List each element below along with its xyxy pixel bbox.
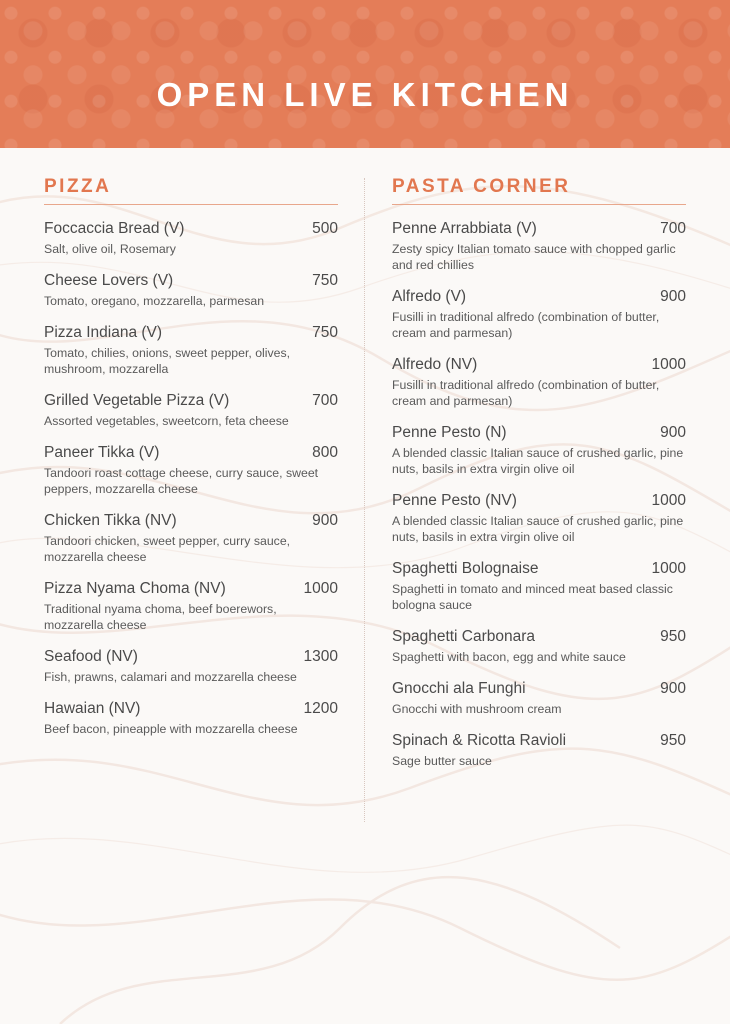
menu-item (392, 492, 686, 545)
item-name: Grilled Vegetable Pizza (V) (44, 392, 230, 409)
menu-item (44, 324, 338, 377)
item-name: Cheese Lovers (V) (44, 272, 174, 289)
menu-item (392, 560, 686, 613)
item-description: Beef bacon, pineapple with mozzarella cheese (44, 722, 298, 736)
menu-item (44, 512, 338, 565)
item-description: Assorted vegetables, sweetcorn, feta cheese (44, 414, 289, 428)
item-price: 750 (312, 324, 338, 341)
item-description: Spaghetti with bacon, egg and white sauce (392, 650, 626, 664)
item-name: Spaghetti Carbonara (392, 628, 536, 645)
item-name: Hawaian (NV) (44, 700, 141, 717)
item-price: 1000 (303, 580, 338, 597)
item-description: Tandoori roast cottage cheese, curry sauce, sweet peppers, mozzarella cheese (44, 466, 319, 496)
item-description: Tomato, chilies, onions, sweet pepper, olives, mushroom, mozzarella (44, 346, 291, 376)
menu-item (44, 444, 338, 497)
pasta-section (392, 176, 686, 784)
menu-item (392, 424, 686, 477)
item-price: 700 (660, 220, 686, 237)
item-price: 1200 (303, 700, 338, 717)
item-price: 950 (660, 732, 686, 749)
pasta-section-title: PASTA CORNER (392, 176, 686, 205)
item-description: Fish, prawns, calamari and mozzarella cheese (44, 670, 297, 684)
item-description: Spaghetti in tomato and minced meat based classic bologna sauce (392, 582, 673, 612)
item-name: Pizza Nyama Choma (NV) (44, 580, 226, 597)
item-price: 750 (312, 272, 338, 289)
menu-header (0, 0, 730, 148)
item-description: Sage butter sauce (392, 754, 492, 768)
item-description: Fusilli in traditional alfredo (combination of butter, cream and parmesan) (392, 310, 660, 340)
menu-item (44, 220, 338, 257)
item-name: Gnocchi ala Funghi (392, 680, 526, 697)
pizza-section (44, 176, 338, 752)
item-description: A blended classic Italian sauce of crushed garlic, pine nuts, basils in extra virgin olive oil (392, 446, 684, 476)
item-description: Fusilli in traditional alfredo (combination of butter, cream and parmesan) (392, 378, 660, 408)
item-price: 900 (312, 512, 338, 529)
item-name: Paneer Tikka (V) (44, 444, 160, 461)
item-price: 500 (312, 220, 338, 237)
item-name: Spinach & Ricotta Ravioli (392, 732, 567, 749)
column-divider (364, 178, 365, 822)
menu-item (44, 272, 338, 309)
item-price: 900 (660, 680, 686, 697)
menu-item (392, 680, 686, 717)
item-description: Tandoori chicken, sweet pepper, curry sauce, mozzarella cheese (44, 534, 291, 564)
menu-item (392, 356, 686, 409)
item-description: Gnocchi with mushroom cream (392, 702, 562, 716)
menu-item (392, 628, 686, 665)
item-price: 900 (660, 424, 686, 441)
item-description: Zesty spicy Italian tomato sauce with chopped garlic and red chillies (392, 242, 676, 272)
menu-item (44, 392, 338, 429)
menu-item (392, 288, 686, 341)
menu-item (44, 700, 338, 737)
item-description: Salt, olive oil, Rosemary (44, 242, 176, 256)
item-name: Seafood (NV) (44, 648, 138, 665)
item-price: 1300 (303, 648, 338, 665)
item-price: 700 (312, 392, 338, 409)
item-description: A blended classic Italian sauce of crushed garlic, pine nuts, basils in extra virgin olive oil (392, 514, 684, 544)
item-price: 950 (660, 628, 686, 645)
pizza-section-title: PIZZA (44, 176, 338, 205)
item-price: 1000 (651, 492, 686, 509)
item-name: Penne Arrabbiata (V) (392, 220, 537, 237)
item-name: Pizza Indiana (V) (44, 324, 163, 341)
menu-item (44, 580, 338, 633)
item-price: 1000 (651, 560, 686, 577)
item-name: Foccaccia Bread (V) (44, 220, 185, 237)
item-description: Tomato, oregano, mozzarella, parmesan (44, 294, 265, 308)
item-name: Alfredo (V) (392, 288, 467, 305)
menu-title: OPEN LIVE KITCHEN (156, 76, 574, 113)
item-name: Penne Pesto (NV) (392, 492, 517, 509)
item-price: 1000 (651, 356, 686, 373)
menu-item (392, 220, 686, 273)
item-name: Penne Pesto (N) (392, 424, 507, 441)
item-name: Chicken Tikka (NV) (44, 512, 177, 529)
item-name: Alfredo (NV) (392, 356, 478, 373)
item-description: Traditional nyama choma, beef boerewors, mozzarella cheese (44, 602, 277, 632)
item-price: 800 (312, 444, 338, 461)
menu-item (392, 732, 686, 769)
item-name: Spaghetti Bolognaise (392, 560, 539, 577)
menu-item (44, 648, 338, 685)
item-price: 900 (660, 288, 686, 305)
